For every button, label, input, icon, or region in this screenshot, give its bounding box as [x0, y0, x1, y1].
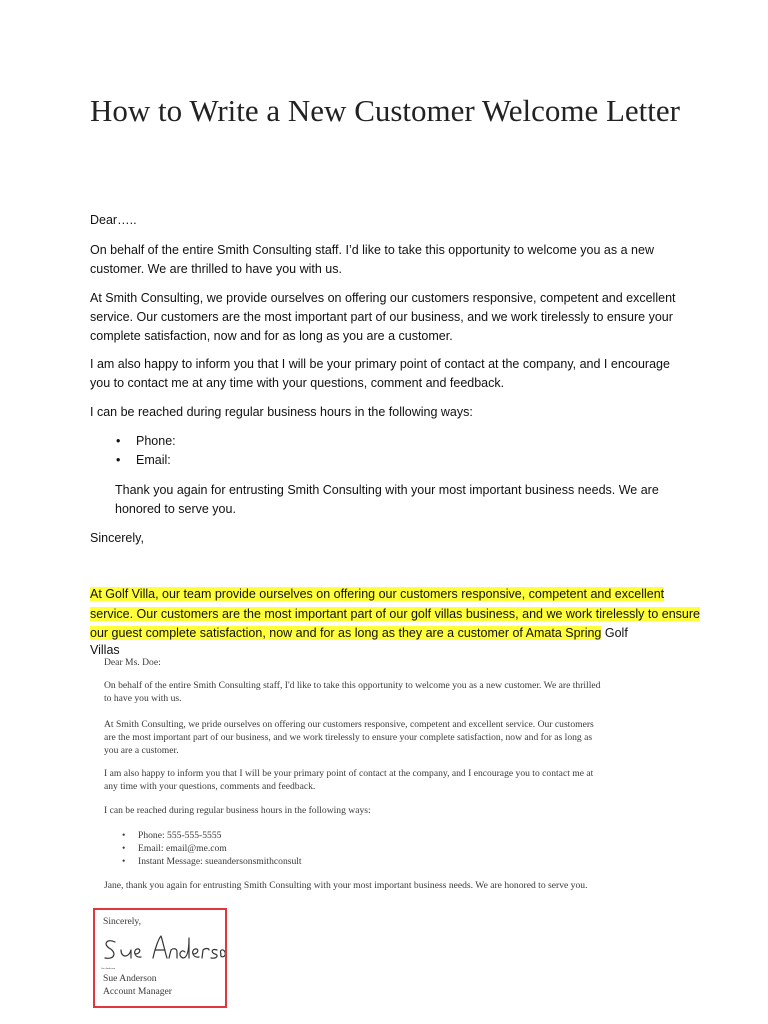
paragraph-welcome: On behalf of the entire Smith Consulting staff. I’d like to take this opportunity to welcome you as a new customer. We are thrilled to have you with us. — [90, 243, 654, 276]
cut-off-word: Villas — [90, 643, 120, 654]
bullet-icon: • — [116, 453, 121, 467]
example-paragraph-welcome: On behalf of the entire Smith Consulting staff, I'd like to take this opportunity to welcome you as a new customer. We are thrilled to have you with us. — [104, 680, 601, 704]
bullet-phone — [116, 432, 176, 451]
highlight-tail: Golf — [601, 626, 628, 640]
page-title: How to Write a New Customer Welcome Letter — [90, 93, 680, 128]
example-paragraph-contact: I am also happy to inform you that I will be your primary point of contact at the company, and I encourage you to contact me at any time with your questions, comments and feedback. — [104, 768, 594, 792]
bullet-label: Instant Message: sueandersonsmithconsult — [138, 856, 302, 867]
example-closing: Sincerely, — [103, 916, 142, 927]
bullet-email — [116, 451, 171, 470]
paragraph-thanks: Thank you again for entrusting Smith Consulting with your most important business needs. We are honored to serve you. — [115, 483, 659, 516]
bullet-icon: • — [122, 856, 126, 867]
example-paragraph-reach: I can be reached during regular business hours in the following ways: — [104, 805, 371, 816]
example-salutation: Dear Ms. Doe: — [104, 657, 161, 668]
highlighted-text: At Golf Villa, our team provide ourselves on offering our customers responsive, competent and excellent service. Our customers are the most important part of our golf villas business, and we work tirelessly to ensure our guest complete satisfaction, now and for as long as they are a customer of Amata Spring — [90, 587, 700, 640]
bullet-icon: • — [122, 830, 126, 841]
bullet-label: Phone: — [136, 434, 176, 448]
signature-image — [101, 928, 225, 970]
signer-role: Account Manager — [103, 986, 172, 997]
signature-box — [93, 908, 227, 1008]
example-bullet-phone — [122, 829, 221, 842]
bullet-label: Phone: 555-555-5555 — [138, 830, 222, 841]
bullet-label: Email: — [136, 453, 171, 467]
highlighted-paragraph — [90, 585, 710, 644]
paragraph-reach: I can be reached during regular business hours in the following ways: — [90, 405, 473, 419]
signature-text: Sue Anderson — [101, 968, 116, 970]
bullet-icon: • — [122, 843, 126, 854]
salutation: Dear….. — [90, 213, 137, 227]
bullet-label: Email: email@me.com — [138, 843, 227, 854]
closing: Sincerely, — [90, 531, 144, 545]
example-paragraph-thanks: Jane, thank you again for entrusting Smith Consulting with your most important business needs. We are honored to serve you. — [104, 880, 588, 891]
signer-block — [103, 972, 172, 998]
paragraph-contact: I am also happy to inform you that I will be your primary point of contact at the company, and I encourage you to contact me at any time with your questions, comment and feedback. — [90, 357, 670, 390]
example-paragraph-service: At Smith Consulting, we pride ourselves on offering our customers responsive, competent and excellent service. Our customers are the most important part of our business, and we work tirelessly to ensure your complete satisfaction, now and for as long as you are a customer. — [104, 719, 594, 756]
example-bullet-email — [122, 842, 227, 855]
example-bullet-im — [122, 855, 302, 868]
signer-name: Sue Anderson — [103, 973, 157, 984]
bullet-icon: • — [116, 434, 121, 448]
paragraph-service: At Smith Consulting, we provide ourselves on offering our customers responsive, competent and excellent service. Our customers are the most important part of our business, and we work tirelessly to ensure your complete satisfaction, now and for as long as you are a customer. — [90, 291, 676, 343]
